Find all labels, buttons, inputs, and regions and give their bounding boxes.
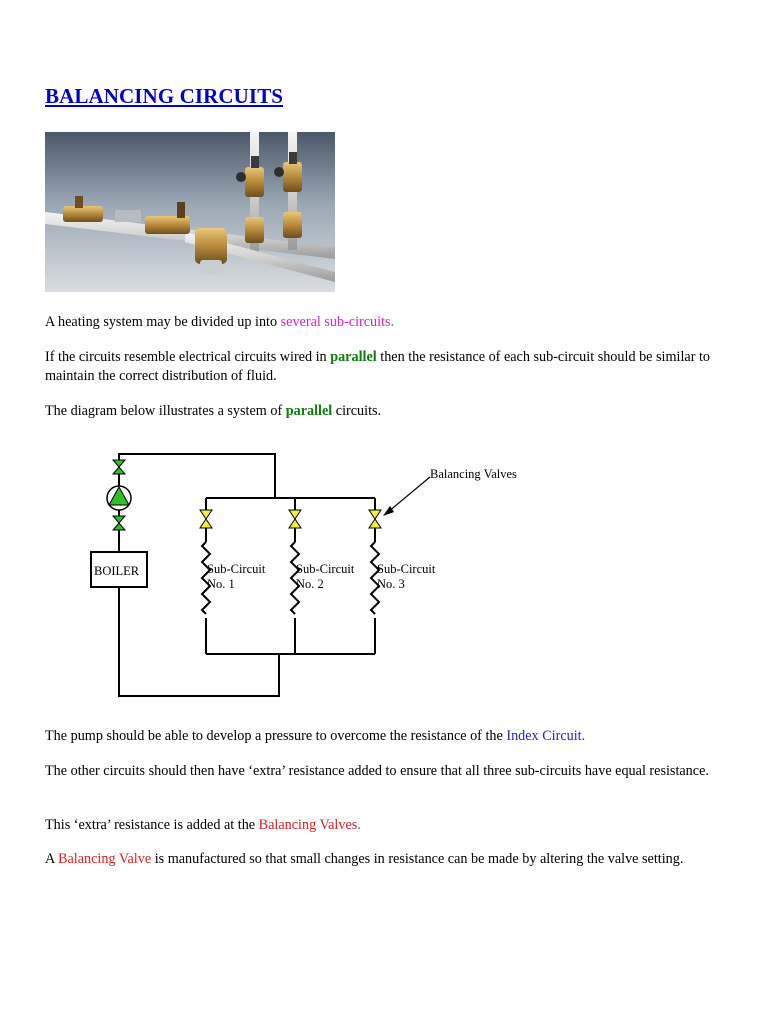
balancing-valve-1-icon xyxy=(200,510,212,528)
balancing-valve-3-icon xyxy=(369,510,381,528)
sub-circuit-1-number: No. 1 xyxy=(207,577,235,591)
sub-circuit-2-label: Sub-Circuit xyxy=(296,562,355,576)
paragraph-balancing-valve-setting: A Balancing Valve is manufactured so that small changes in resistance can be made by altering the valve setting. xyxy=(45,851,684,867)
pump-icon xyxy=(107,486,131,510)
term-parallel: parallel xyxy=(330,349,377,365)
isolation-valve-top-icon xyxy=(113,460,125,486)
link-balancing-valve[interactable]: Balancing Valve xyxy=(58,851,152,867)
paragraph-diagram-intro: The diagram below illustrates a system of parallel circuits. xyxy=(45,403,382,419)
boiler-label: BOILER xyxy=(94,564,140,578)
term-parallel: parallel xyxy=(285,403,333,419)
page-title[interactable]: BALANCING CIRCUITS xyxy=(45,84,284,108)
balancing-valve-2-icon xyxy=(289,510,301,528)
pipework-photo xyxy=(45,132,335,292)
link-balancing-valves[interactable]: Balancing Valves. xyxy=(258,817,361,833)
link-index-circuit[interactable]: Index Circuit. xyxy=(506,728,586,744)
link-several-sub-circuits[interactable]: several sub-circuits. xyxy=(280,314,395,330)
paragraph-pump-pressure: The pump should be able to develop a pressure to overcome the resistance of the Index Circuit. xyxy=(45,728,586,744)
sub-circuit-3-label: Sub-Circuit xyxy=(377,562,436,576)
isolation-valve-bottom-icon xyxy=(113,510,125,538)
balancing-valves-label: Balancing Valves xyxy=(430,467,517,481)
paragraph-sub-circuits: A heating system may be divided up into several sub-circuits. xyxy=(45,314,395,330)
sub-circuit-2-number: No. 2 xyxy=(296,577,324,591)
paragraph-parallel-resistance: If the circuits resemble electrical circuits wired in parallel then the resistance of each sub-circuit should be similar to maintain the correct distribution of fluid. xyxy=(45,349,711,384)
parallel-circuit-diagram xyxy=(80,440,560,702)
arrow-icon xyxy=(383,477,430,516)
sub-circuit-1-label: Sub-Circuit xyxy=(207,562,266,576)
paragraph-balancing-valves: This ‘extra’ resistance is added at the Balancing Valves. xyxy=(45,817,361,833)
sub-circuit-3-number: No. 3 xyxy=(377,577,405,591)
paragraph-extra-resistance: The other circuits should then have ‘extra’ resistance added to ensure that all three sub-circuits have equal resistance. xyxy=(45,763,709,779)
